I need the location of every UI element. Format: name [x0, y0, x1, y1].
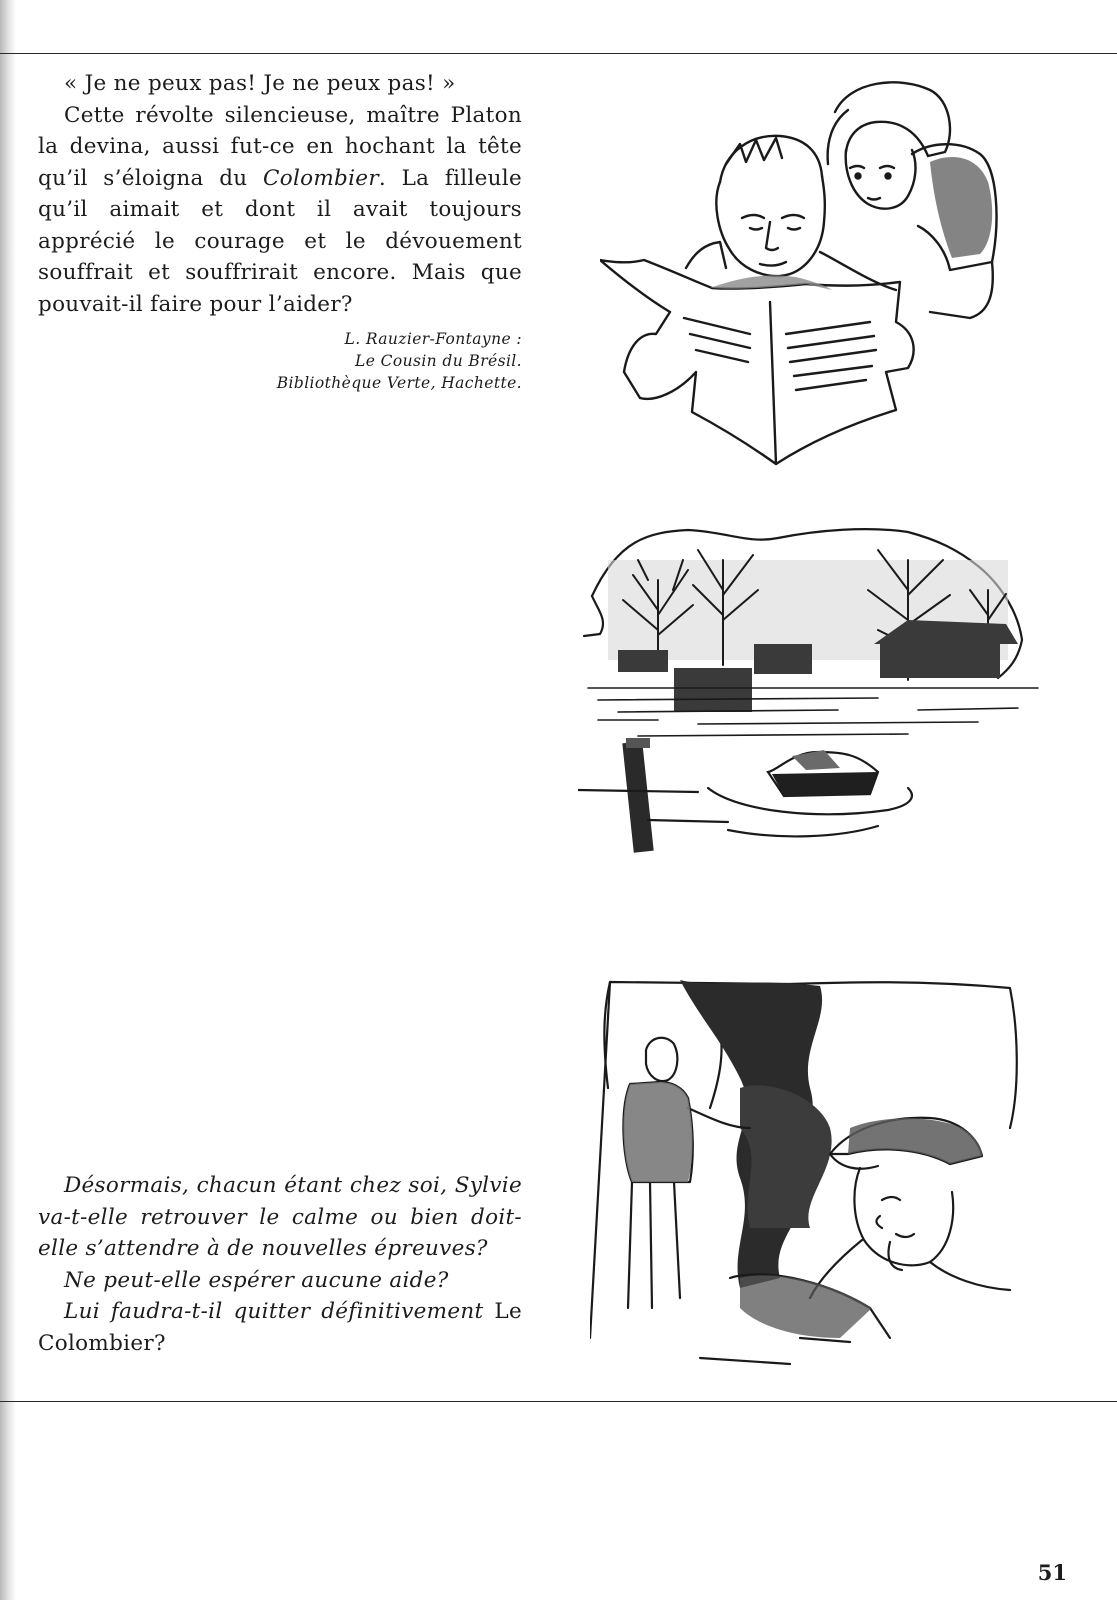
colombier-italic: Colombier	[262, 165, 379, 191]
top-rule	[0, 53, 1117, 54]
illustration-smoke-doorway	[590, 978, 1030, 1388]
citation-publisher: Bibliothèque Verte, Hachette.	[276, 374, 522, 392]
illustration-reading-newspaper	[600, 72, 1020, 472]
closing-line-1: Désormais, chacun étant chez soi, Sylvie va-t-elle retrouver le calme ou bien doit-elle s’attendre à de nouvelles épreuves?	[38, 1173, 522, 1261]
illustration-flood-boat	[578, 520, 1048, 880]
bottom-rule	[0, 1401, 1117, 1402]
colombier-upright: Le Colombier?	[38, 1299, 522, 1356]
closing-line-3	[38, 1296, 522, 1359]
excerpt-text-2: . La filleule qu’il aimait et dont il avait toujours apprécié le courage et le dévouement souffrait et souffrirait encore. Mais que pouvait-il faire pour l’aider?	[38, 165, 522, 317]
closing-line-2: Ne peut-elle espérer aucune aide?	[64, 1267, 449, 1293]
closing-block	[38, 1170, 522, 1359]
page-gutter-shadow	[0, 0, 16, 1600]
page-number: 51	[1037, 1560, 1067, 1585]
excerpt-block	[38, 68, 522, 320]
citation-title: Le Cousin du Brésil.	[355, 352, 522, 370]
citation	[38, 328, 522, 394]
quote-line: « Je ne peux pas! Je ne peux pas! »	[64, 71, 456, 96]
citation-author: L. Rauzier-Fontayne :	[344, 330, 522, 348]
closing-line-3-italic: Lui faudra-t-il quitter définitivement	[64, 1299, 495, 1324]
excerpt-text-1: Cette révolte silencieuse, maître Platon la devina, aussi fut-ce en hochant la tête qu’il s’éloigna du	[38, 102, 522, 191]
excerpt-paragraph	[38, 100, 522, 321]
